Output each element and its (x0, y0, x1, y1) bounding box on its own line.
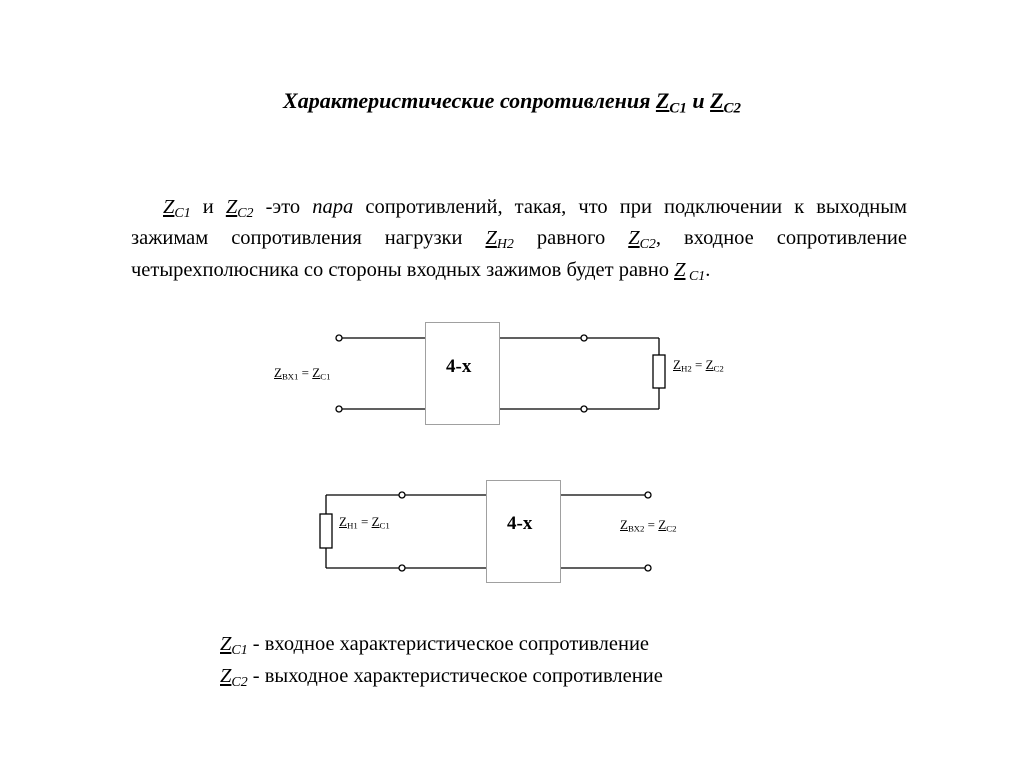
d1-terminal (336, 406, 342, 412)
d1-terminal (581, 335, 587, 341)
d2-quadripole-label: 4-х (507, 513, 533, 534)
d1-load-resistor (653, 355, 665, 388)
d1-terminal (581, 406, 587, 412)
d1-terminal (336, 335, 342, 341)
d2-terminal (399, 492, 405, 498)
definition-paragraph: $Z_{C1}$ и $Z_{C2}$ -это пара сопротивлений, такая, что при подключении к выходным зажимам сопротивления нагрузки $Z_{Н2}$ равного $Z_{C2}$, входное сопротивление четырехполюсника со стороны входных зажимов будет равно Z $_{C1}$. (131, 196, 907, 284)
definition-output: $Z_{C2}$ - выходное характеристическое сопротивление (220, 664, 663, 690)
page-title: Характеристические сопротивления $Z_{C1}$ и $Z_{C2}$ (283, 88, 741, 117)
d2-load-resistor (320, 514, 332, 548)
definitions-list (220, 629, 663, 692)
d1-right-label: $Z_{Н2} = Z_{C2}$ (673, 357, 724, 374)
d2-left-label: $Z_{Н1} = Z_{C1}$ (339, 514, 390, 531)
definition-input: $Z_{C1}$ - входное характеристическое сопротивление (220, 633, 650, 659)
d2-right-label: $Z_{ВХ2} = Z_{C2}$ (620, 517, 677, 534)
d1-quadripole-label: 4-х (446, 356, 472, 377)
d2-terminal (645, 492, 651, 498)
d2-terminal (399, 565, 405, 571)
d2-terminal (645, 565, 651, 571)
d1-left-label: $Z_{ВХ1} = Z_{C1}$ (274, 365, 331, 382)
